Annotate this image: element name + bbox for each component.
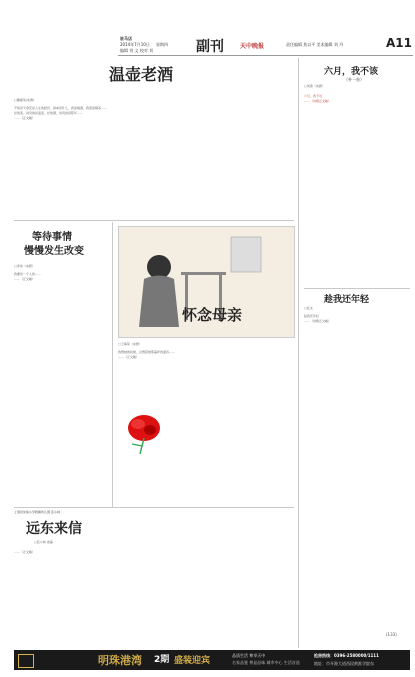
newspaper-name: 天中晚报 xyxy=(240,43,265,50)
section-title: 副刊 xyxy=(196,39,224,55)
tea-byline: □魏霖荣(来源) xyxy=(14,98,35,102)
wait-byline: □李伟（来源） xyxy=(14,264,35,268)
mother-byline: □王梅荣（来源） xyxy=(118,342,142,346)
tea-title: 温壶老酒 xyxy=(109,65,174,84)
page-number: A11 xyxy=(386,36,412,50)
tea-article xyxy=(14,58,294,218)
ad-hotline: 抢房热线：0396-2580000/1111 xyxy=(314,653,379,658)
wait-article xyxy=(14,224,106,504)
letter-title: 远东来信 xyxy=(26,521,82,537)
header-date: 2014年7月10日 xyxy=(120,42,150,47)
page-mark: (133) xyxy=(386,632,397,637)
ad-tag: 品质生活 尊享天中 xyxy=(232,653,266,658)
header-editor-line: 编辑 刘 文 校对 刘 xyxy=(120,48,154,53)
red-flower-illustration xyxy=(120,410,172,455)
letter-body: ……（正文略） xyxy=(14,550,36,554)
june-byline: □刘燕（来源） xyxy=(304,84,325,88)
tea-body: 不知是天命还是人生的经历，抑或是什么，我爱喝酒，我更爱喝茶…… 好的茶，讲究的是温壶，好的酒，讲究的是陈年…… ……（正文略） xyxy=(14,106,108,120)
letter-kicker: 上蔡县实验小学附属幼儿园 张小林 xyxy=(14,510,60,514)
wait-title-2: 慢慢发生改变 xyxy=(24,246,84,257)
mother-body: 我想她的时候，总想起她那慈祥的面容…… ……（正文略） xyxy=(118,350,176,359)
june-title: 六月，我不该 xyxy=(324,67,379,77)
autumn-byline: □张文 xyxy=(304,306,313,310)
autumn-poem xyxy=(304,292,404,642)
letter-article xyxy=(14,510,109,648)
wait-body: 我要是一个人的…… ……（正文略） xyxy=(14,272,42,281)
ad-address: 地址：市开源大道西段黄淮学院东 xyxy=(314,661,374,666)
autumn-poem-text: 趁我还年轻 ……（诗歌正文略） xyxy=(304,314,332,323)
page-header xyxy=(118,34,413,54)
header-rule xyxy=(118,55,413,56)
divider-right xyxy=(298,58,299,648)
letter-byline: □张小林 选编 xyxy=(34,540,53,544)
header-logo: 驻马店 xyxy=(120,36,132,41)
ad-brand: 明珠港湾 xyxy=(98,654,142,667)
divider-tea xyxy=(14,220,294,221)
ad-slogan: 盛装迎宾 xyxy=(174,656,211,666)
june-poem-text: 六月，我不该 ……（诗歌正文略） xyxy=(304,94,332,103)
ad-banner xyxy=(14,650,410,670)
divider-mid xyxy=(14,507,294,508)
header-weekday: 星期四 xyxy=(156,42,168,47)
divider-june xyxy=(304,288,410,289)
ad-footer-text: 名家品鉴 尊显品味 城市中心 生活首选 xyxy=(232,660,300,665)
june-poem xyxy=(304,60,404,290)
header-editor-meta: 责任编辑 焦以平 美术编辑 刘 丹 xyxy=(286,42,344,47)
ad-logo-icon xyxy=(18,654,34,668)
letter-body-continued xyxy=(118,512,293,648)
june-title-2: （外一首） xyxy=(344,77,364,82)
divider-wait xyxy=(112,222,113,507)
mother-title: 怀念母亲 xyxy=(182,306,243,324)
wait-title-1: 等待事情 xyxy=(32,232,72,243)
ad-phase: 2期 xyxy=(154,655,170,665)
autumn-title: 趁我还年轻 xyxy=(324,295,370,305)
